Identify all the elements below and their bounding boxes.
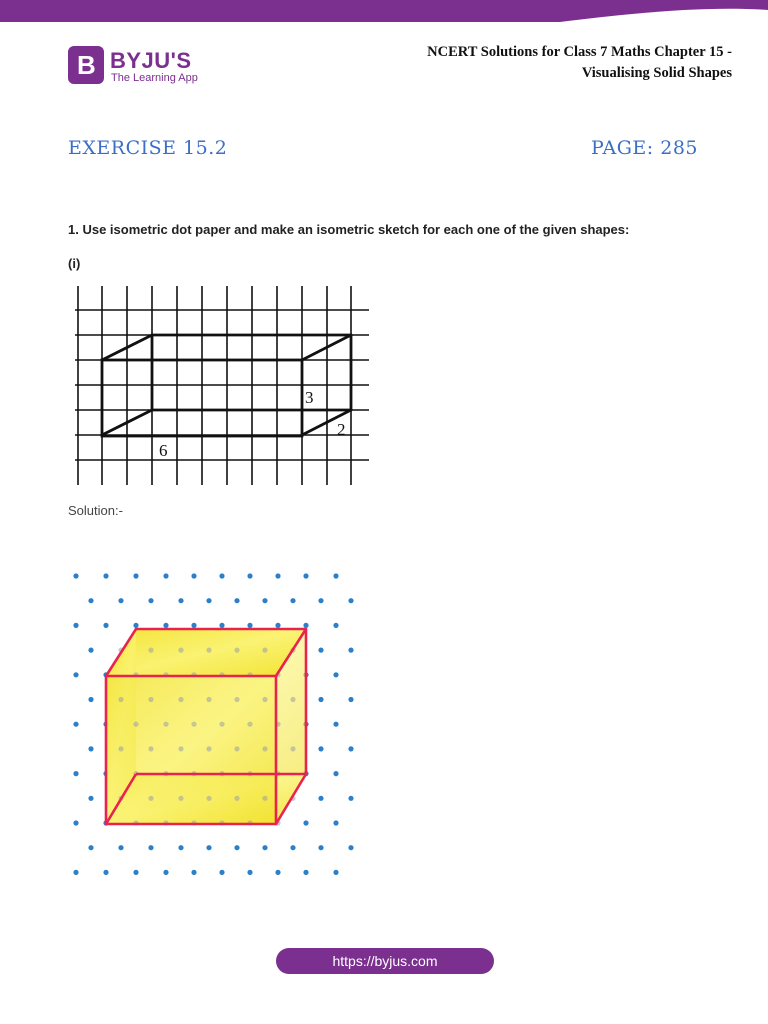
width-label: 2 <box>337 420 346 439</box>
grid-dot <box>73 870 78 875</box>
grid-dot <box>178 598 183 603</box>
top-banner <box>0 0 768 22</box>
grid-dot <box>73 771 78 776</box>
grid-dot <box>73 573 78 578</box>
grid-dot <box>103 870 108 875</box>
grid-dot <box>178 648 183 653</box>
grid-dot <box>73 722 78 727</box>
grid-dot <box>318 648 323 653</box>
grid-dot <box>206 845 211 850</box>
grid-dot <box>318 845 323 850</box>
grid-dot <box>73 672 78 677</box>
grid-dot <box>88 845 93 850</box>
grid-dot <box>133 573 138 578</box>
grid-dot <box>262 697 267 702</box>
grid-dot <box>303 820 308 825</box>
grid-dot <box>348 697 353 702</box>
grid-dot <box>262 648 267 653</box>
grid-dot <box>303 623 308 628</box>
question-text: 1. Use isometric dot paper and make an isometric sketch for each one of the given shapes: <box>68 222 630 237</box>
grid-dot <box>262 796 267 801</box>
grid-dot <box>262 598 267 603</box>
grid-dot <box>333 771 338 776</box>
grid-dot <box>348 796 353 801</box>
grid-dot <box>262 746 267 751</box>
grid-dot <box>103 573 108 578</box>
grid-dot <box>348 746 353 751</box>
isometric-dot-figure <box>66 566 366 886</box>
grid-dot <box>262 845 267 850</box>
grid-dot <box>88 598 93 603</box>
grid-dot <box>206 796 211 801</box>
grid-dot <box>103 623 108 628</box>
grid-dot <box>348 648 353 653</box>
grid-dot <box>318 796 323 801</box>
grid-dot <box>318 598 323 603</box>
grid-dot <box>178 845 183 850</box>
document-title: NCERT Solutions for Class 7 Maths Chapter 15 - Visualising Solid Shapes <box>427 44 732 81</box>
grid-dot <box>290 746 295 751</box>
grid-dot <box>148 697 153 702</box>
grid-dot <box>247 870 252 875</box>
grid-dot <box>219 870 224 875</box>
grid-dot <box>206 648 211 653</box>
grid-dot <box>163 573 168 578</box>
grid-dot <box>133 623 138 628</box>
grid-dot <box>118 845 123 850</box>
grid-dot <box>234 746 239 751</box>
grid-dot <box>88 746 93 751</box>
grid-dot <box>333 573 338 578</box>
grid-dot <box>219 722 224 727</box>
grid-dot <box>303 573 308 578</box>
page-number: PAGE: 285 <box>590 137 698 159</box>
logo-icon: B <box>68 46 104 84</box>
grid-dot <box>191 623 196 628</box>
grid-dot <box>133 870 138 875</box>
grid-dot <box>348 598 353 603</box>
grid-dot <box>206 697 211 702</box>
solution-label: Solution:- <box>68 503 123 518</box>
logo-name: BYJU'S <box>110 48 192 73</box>
grid-dot <box>219 623 224 628</box>
grid-dot <box>148 746 153 751</box>
grid-dot <box>234 845 239 850</box>
grid-dot <box>178 746 183 751</box>
grid-dot <box>234 598 239 603</box>
grid-dot <box>148 796 153 801</box>
grid-dot <box>348 845 353 850</box>
grid-dot <box>290 598 295 603</box>
grid-dot <box>206 598 211 603</box>
grid-dot <box>88 697 93 702</box>
grid-dot <box>333 722 338 727</box>
logo-tagline: The Learning App <box>111 72 198 84</box>
grid-dot <box>247 722 252 727</box>
grid-dot <box>178 697 183 702</box>
exercise-heading: EXERCISE 15.2 <box>68 137 228 159</box>
grid-dot <box>88 648 93 653</box>
grid-dot <box>118 697 123 702</box>
grid-dot <box>191 870 196 875</box>
grid-dot <box>118 598 123 603</box>
height-label: 3 <box>305 388 314 407</box>
grid-dot <box>163 722 168 727</box>
grid-dot <box>191 573 196 578</box>
grid-dot <box>73 623 78 628</box>
grid-dot <box>247 573 252 578</box>
grid-dot <box>191 722 196 727</box>
grid-dot <box>234 648 239 653</box>
grid-dot <box>234 697 239 702</box>
length-label: 6 <box>159 441 168 460</box>
grid-dot <box>163 623 168 628</box>
grid-dot <box>275 573 280 578</box>
grid-dot <box>178 796 183 801</box>
grid-dot <box>333 623 338 628</box>
grid-dot <box>163 870 168 875</box>
grid-dot <box>275 623 280 628</box>
grid-dot <box>148 598 153 603</box>
grid-dot <box>133 722 138 727</box>
footer-url-link[interactable]: https://byjus.com <box>276 948 494 974</box>
grid-dot <box>318 746 323 751</box>
cuboid-grid-figure <box>75 282 375 488</box>
grid-dot <box>333 820 338 825</box>
grid-dot <box>73 820 78 825</box>
grid-dot <box>148 648 153 653</box>
grid-dot <box>148 845 153 850</box>
grid-dot <box>219 573 224 578</box>
byjus-logo <box>68 46 238 90</box>
grid-dot <box>290 697 295 702</box>
grid-dot <box>275 870 280 875</box>
grid-dot <box>290 845 295 850</box>
grid-dot <box>234 796 239 801</box>
grid-dot <box>206 746 211 751</box>
grid-dot <box>333 672 338 677</box>
grid-dot <box>303 870 308 875</box>
grid-dot <box>118 746 123 751</box>
grid-dot <box>88 796 93 801</box>
grid-dot <box>247 623 252 628</box>
question-part: (i) <box>68 256 81 271</box>
grid-dot <box>333 870 338 875</box>
grid-dot <box>318 697 323 702</box>
